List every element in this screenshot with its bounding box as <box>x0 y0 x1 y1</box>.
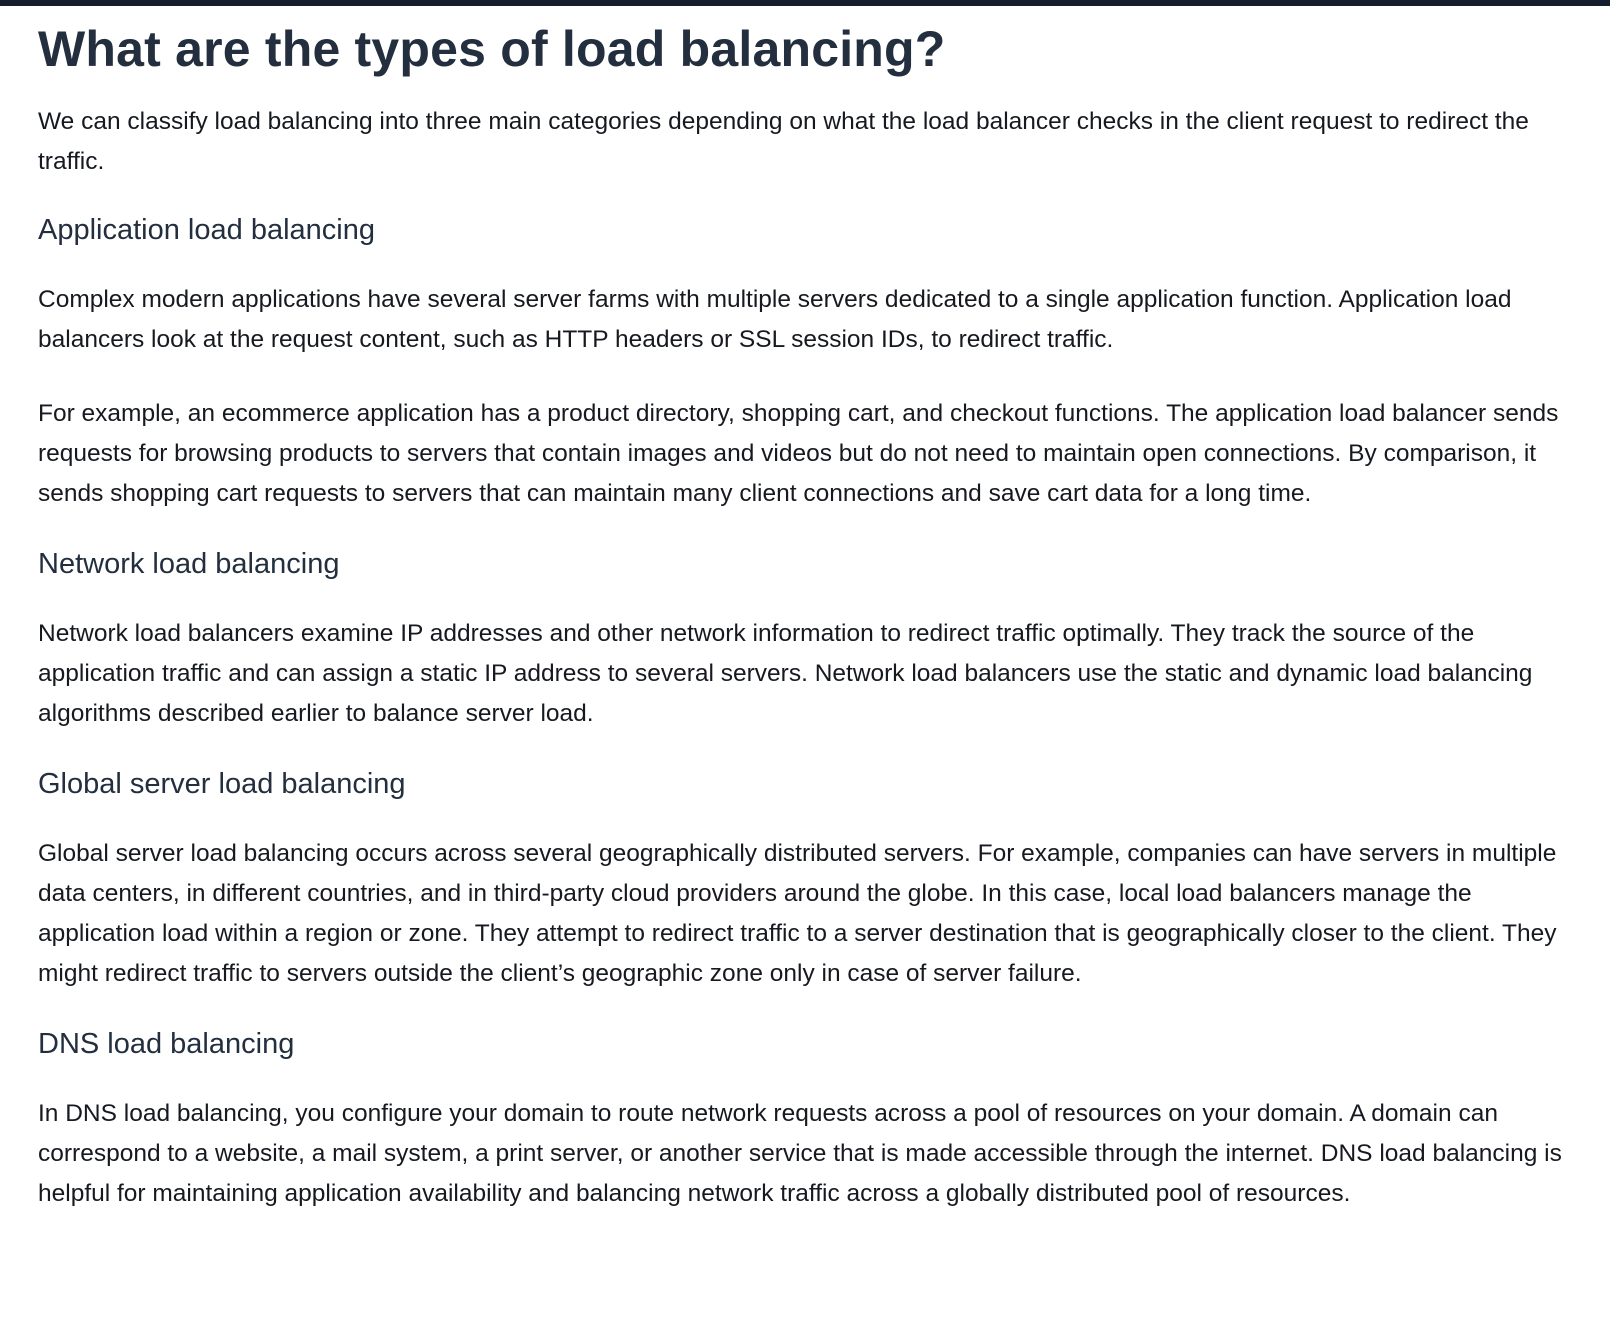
section-heading: Network load balancing <box>38 548 340 580</box>
section-paragraph: For example, an ecommerce application has a product directory, shopping cart, and checkout functions. The application load balancer sends requests for browsing products to servers that contain images and videos but do not need to maintain open connections. By comparison, it sends shopping cart requests to servers that can maintain many client connections and save cart data for a long time. <box>38 400 1559 507</box>
section-paragraph: In DNS load balancing, you configure your domain to route network requests across a pool of resources on your domain. A domain can correspond to a website, a mail system, a print server, or another service that is made accessible through the internet. DNS load balancing is helpful for maintaining application availability and balancing network traffic across a globally distributed pool of resources. <box>38 1100 1562 1207</box>
section-global-server-load-balancing <box>38 764 1586 994</box>
section-paragraph: Network load balancers examine IP addresses and other network information to redirect traffic optimally. They track the source of the application traffic and can assign a static IP address to several servers. Network load balancers use the static and dynamic load balancing algorithms described earlier to balance server load. <box>38 620 1533 727</box>
page-title: What are the types of load balancing? <box>38 21 946 77</box>
section-network-load-balancing <box>38 544 1586 734</box>
section-body <box>38 614 1586 734</box>
section-body <box>38 1094 1586 1214</box>
article-content <box>38 6 1586 1214</box>
section-heading: DNS load balancing <box>38 1028 295 1060</box>
section-paragraph: Global server load balancing occurs across several geographically distributed servers. For example, companies can have servers in multiple data centers, in different countries, and in third-party cloud providers around the globe. In this case, local load balancers manage the application load within a region or zone. They attempt to redirect traffic to a server destination that is geographically closer to the client. They might redirect traffic to servers outside the client’s geographic zone only in case of server failure. <box>38 840 1557 987</box>
section-body <box>38 834 1586 994</box>
section-body <box>38 280 1586 514</box>
section-application-load-balancing <box>38 210 1586 514</box>
section-heading: Global server load balancing <box>38 768 406 800</box>
section-heading: Application load balancing <box>38 214 375 246</box>
section-paragraph: Complex modern applications have several server farms with multiple servers dedicated to a single application function. Application load balancers look at the request content, such as HTTP headers or SSL session IDs, to redirect traffic. <box>38 286 1512 353</box>
intro-paragraph: We can classify load balancing into three main categories depending on what the load balancer checks in the client request to redirect the traffic. <box>38 108 1529 175</box>
section-dns-load-balancing <box>38 1024 1586 1214</box>
